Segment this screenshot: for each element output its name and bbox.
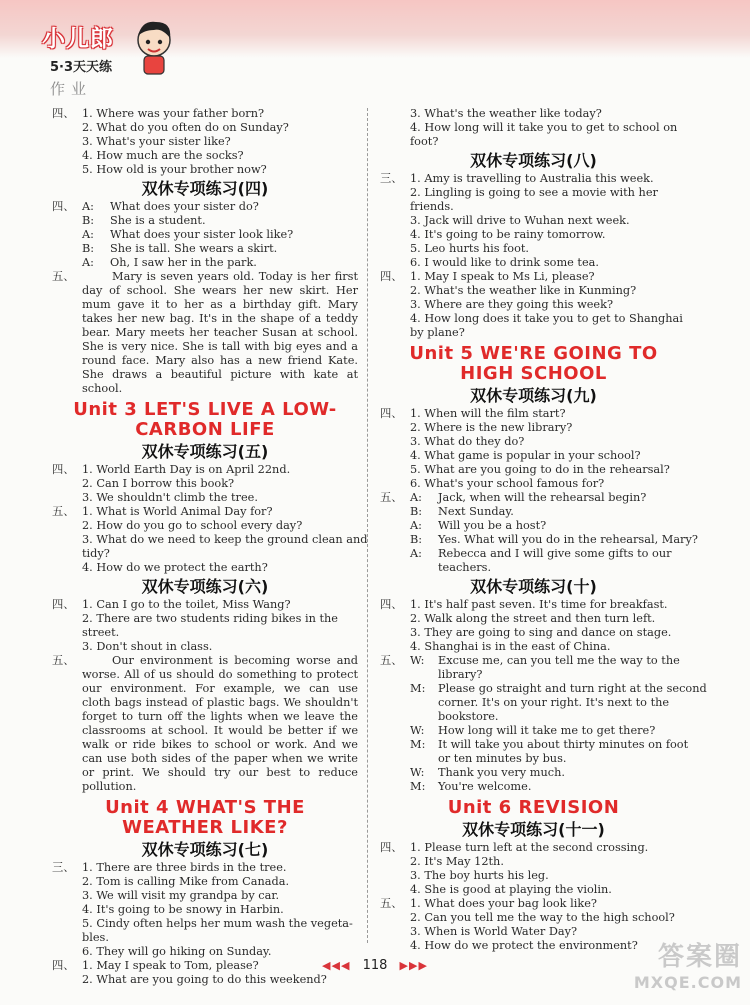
section-number: 三、 [380, 172, 403, 185]
line-text: 2. It's May 12th. [410, 855, 504, 868]
section-number: 四、 [380, 598, 403, 611]
line-text: 3. What's the weather like today? [410, 107, 602, 120]
answer-line [380, 107, 687, 121]
answer-line [380, 477, 687, 491]
line-text: 2. Walk along the street and then turn left. [410, 612, 656, 625]
line-text: 1. Amy is travelling to Australia this week. [410, 172, 654, 185]
line-text: bookstore. [438, 710, 499, 723]
speaker-label: W: [410, 654, 425, 667]
line-text: 6. What's your school famous for? [410, 477, 605, 490]
line-text: 4. How long will it take you to get to school on [410, 121, 678, 134]
line-text: 5. How old is your brother now? [82, 163, 267, 176]
dialogue-line [380, 738, 687, 752]
speaker-label: B: [82, 214, 95, 227]
speaker-label: B: [410, 533, 423, 546]
answer-line [52, 163, 358, 177]
footer-left-arrows: ◀◀◀ [322, 959, 351, 972]
line-text: 4. How do we protect the environment? [410, 939, 638, 952]
dialogue-line [52, 228, 358, 242]
section-number: 五、 [52, 654, 75, 667]
answer-line [52, 135, 358, 149]
answer-line [52, 519, 358, 533]
answer-line [380, 626, 687, 640]
answer-line [52, 931, 358, 945]
answer-line [380, 435, 687, 449]
answer-line [52, 477, 358, 491]
watermark-logo-text: 答案圈 [657, 942, 742, 972]
right-answer-column [380, 107, 707, 953]
watermark-site: MXQE.COM [633, 973, 742, 992]
speaker-label: M: [410, 780, 426, 793]
line-text: 3. Where are they going this week? [410, 298, 614, 311]
section-heading: 双休专项练习(五) [141, 442, 269, 461]
answer-line [380, 869, 687, 883]
speaker-label: A: [410, 491, 422, 504]
line-text: 1. When will the film start? [410, 407, 566, 420]
line-text: 3. Don't shout in class. [82, 640, 213, 653]
dialogue-line [380, 547, 687, 561]
answer-line [52, 626, 358, 640]
answer-line [380, 200, 687, 214]
answer-line [380, 911, 687, 925]
section-number: 四、 [380, 841, 403, 854]
dialogue-line [380, 724, 687, 738]
homework-stamp: 作业 [50, 80, 93, 98]
line-text: 2. How do you go to school every day? [82, 519, 303, 532]
answer-line [380, 256, 687, 270]
answer-line [52, 107, 358, 121]
paragraph-text: Mary is seven years old. Today is her first day of school. She wears her new skirt. Her mum gave it to her as a birthday gift. Mary takes her new bag. It's in the shape of a teddy bear. Mary meets her teacher Susan at school. She is very nice. She is tall with big eyes and a round face. Mary also has a new friend Kate. She draws a beautiful picture with kate at school. [82, 270, 358, 395]
answer-line [380, 640, 687, 654]
speaker-label: A: [410, 547, 422, 560]
line-text: 3. We shouldn't climb the tree. [82, 491, 258, 504]
answer-line [52, 875, 358, 889]
line-text: 6. They will go hiking on Sunday. [82, 945, 272, 958]
line-text: teachers. [438, 561, 492, 574]
line-text: tidy? [82, 547, 110, 560]
answer-line [380, 242, 687, 256]
answer-line [52, 917, 358, 931]
answer-line [380, 598, 687, 612]
line-text: Will you be a host? [438, 519, 547, 532]
line-text: friends. [410, 200, 454, 213]
dialogue-line [380, 766, 687, 780]
line-text: Oh, I saw her in the park. [110, 256, 257, 269]
line-text: How long will it take me to get there? [438, 724, 656, 737]
speaker-label: W: [410, 724, 425, 737]
section-number: 四、 [52, 107, 75, 120]
line-text: Jack, when will the rehearsal begin? [438, 491, 647, 504]
line-text: 1. What does your bag look like? [410, 897, 597, 910]
line-text: 6. I would like to drink some tea. [410, 256, 599, 269]
line-text: 5. Cindy often helps her mum wash the vegeta- [82, 917, 353, 930]
dialogue-line [380, 519, 687, 533]
answer-line [380, 449, 687, 463]
section-number: 四、 [380, 270, 403, 283]
answer-line [380, 883, 687, 897]
line-text: Thank you very much. [438, 766, 565, 779]
line-text: 3. What do they do? [410, 435, 525, 448]
dialogue-line [380, 780, 687, 794]
answer-line [380, 463, 687, 477]
answer-line [52, 121, 358, 135]
line-text: She is tall. She wears a skirt. [110, 242, 278, 255]
answer-line [380, 228, 687, 242]
line-text: 2. Can you tell me the way to the high school? [410, 911, 675, 924]
paragraph-text: Our environment is becoming worse and worse. All of us should do something to protect our environment. For example, we can use cloth bags instead of plastic bags. We shouldn't forget to turn off the lights when we leave the classrooms at school. It would be better if we walk or ride bikes to school or work. And we can use both sides of the paper when we write or print. We should try our best to reduce pollution. [82, 654, 358, 793]
dialogue-line [380, 533, 698, 547]
line-text: foot? [410, 135, 439, 148]
answer-line [380, 135, 687, 149]
section-number: 三、 [52, 861, 75, 874]
answer-line [52, 533, 368, 547]
section-number: 五、 [380, 491, 403, 504]
speaker-label: B: [82, 242, 95, 255]
answer-line [52, 491, 358, 505]
page-number: 118 [362, 958, 388, 973]
dialogue-line [380, 668, 687, 682]
dialogue-line [380, 696, 687, 710]
line-text: 4. How much are the socks? [82, 149, 244, 162]
mascot-boy-icon [132, 18, 176, 76]
answer-line [380, 407, 687, 421]
answer-line [52, 903, 358, 917]
speaker-label: M: [410, 682, 426, 695]
line-text: 3. We will visit my grandpa by car. [82, 889, 280, 902]
dialogue-line [380, 710, 687, 724]
section-heading: 双休专项练习(九) [470, 386, 597, 405]
column-divider [367, 108, 368, 943]
line-text: 4. How do we protect the earth? [82, 561, 268, 574]
dialogue-line [52, 214, 358, 228]
line-text: Next Sunday. [438, 505, 514, 518]
line-text: 2. Where is the new library? [410, 421, 573, 434]
left-answer-column [52, 107, 368, 987]
answer-line [380, 855, 687, 869]
line-text: 1. There are three birds in the tree. [82, 861, 287, 874]
section-number: 五、 [380, 654, 403, 667]
brand-subtitle: 5·3天天练 [50, 60, 113, 75]
line-text: 2. What do you often do on Sunday? [82, 121, 289, 134]
speaker-label: M: [410, 738, 426, 751]
section-number: 四、 [52, 598, 75, 611]
speaker-label: A: [82, 256, 94, 269]
line-text: 1. What is World Animal Day for? [82, 505, 273, 518]
line-text: 1. Please turn left at the second crossing. [410, 841, 649, 854]
dialogue-line [380, 491, 687, 505]
section-number: 四、 [52, 463, 75, 476]
answer-line [380, 298, 687, 312]
line-text: 2. Lingling is going to see a movie with her [410, 186, 658, 199]
section-heading: 双休专项练习(八) [470, 151, 597, 170]
speaker-label: W: [410, 766, 425, 779]
answer-line [52, 149, 358, 163]
dialogue-line [380, 654, 687, 668]
answer-line [52, 945, 358, 959]
unit-title: Unit 6 REVISION [447, 797, 620, 818]
line-text: 3. What do we need to keep the ground clean and [82, 533, 368, 546]
line-text: 3. The boy hurts his leg. [410, 869, 549, 882]
answer-line [380, 214, 687, 228]
line-text: corner. It's on your right. It's next to the [438, 696, 670, 709]
dialogue-line [52, 200, 358, 214]
answer-paragraph [52, 654, 358, 794]
line-text: 1. Can I go to the toilet, Miss Wang? [82, 598, 291, 611]
line-text: or ten minutes by bus. [438, 752, 567, 765]
answer-line [52, 561, 358, 575]
line-text: 1. May I speak to Tom, please? [82, 959, 259, 972]
section-heading: 双休专项练习(六) [141, 577, 269, 596]
speaker-label: B: [410, 505, 423, 518]
unit-title: Unit 5 WE'RE GOING TO HIGH SCHOOL [409, 343, 658, 384]
unit-title: Unit 3 LET'S LIVE A LOW-CARBON LIFE [73, 399, 337, 440]
line-text: What does your sister look like? [110, 228, 294, 241]
line-text: Rebecca and I will give some gifts to our [438, 547, 672, 560]
answer-line [380, 421, 687, 435]
answer-line [380, 284, 687, 298]
dialogue-line [52, 242, 358, 256]
answer-line [52, 973, 358, 987]
line-text: Please go straight and turn right at the second [438, 682, 707, 695]
section-number: 五、 [380, 897, 403, 910]
brand-title: 小儿郎 [42, 26, 114, 52]
section-number: 五、 [52, 505, 75, 518]
answer-line [380, 841, 687, 855]
line-text: 2. What are you going to do this weekend? [82, 973, 327, 986]
answer-line [380, 186, 687, 200]
line-text: 1. It's half past seven. It's time for breakfast. [410, 598, 668, 611]
line-text: 3. Jack will drive to Wuhan next week. [410, 214, 630, 227]
answer-line [52, 889, 358, 903]
line-text: Excuse me, can you tell me the way to the [438, 654, 680, 667]
line-text: 3. What's your sister like? [82, 135, 231, 148]
answer-line [380, 121, 687, 135]
line-text: It will take you about thirty minutes on foot [438, 738, 689, 751]
answer-line [380, 270, 687, 284]
line-text: She is a student. [110, 214, 206, 227]
answer-line [380, 612, 687, 626]
dialogue-line [380, 561, 687, 575]
line-text: 4. What game is popular in your school? [410, 449, 641, 462]
line-text: library? [438, 668, 483, 681]
dialogue-line [380, 682, 707, 696]
line-text: 1. May I speak to Ms Li, please? [410, 270, 595, 283]
line-text: 2. There are two students riding bikes in the [82, 612, 338, 625]
line-text: 1. Where was your father born? [82, 107, 265, 120]
answer-line [380, 326, 687, 340]
line-text: street. [82, 626, 120, 639]
answer-line [52, 598, 358, 612]
speaker-label: A: [82, 228, 94, 241]
section-heading: 双休专项练习(七) [141, 840, 269, 859]
line-text: 3. When is World Water Day? [410, 925, 578, 938]
line-text: bles. [82, 931, 109, 944]
section-heading: 双休专项练习(十) [470, 577, 597, 596]
line-text: 3. They are going to sing and dance on stage. [410, 626, 672, 639]
line-text: 4. How long does it take you to get to Shanghai [410, 312, 683, 325]
line-text: 5. Leo hurts his foot. [410, 242, 530, 255]
line-text: Yes. What will you do in the rehearsal, Mary? [438, 533, 698, 546]
answer-line [380, 897, 687, 911]
answer-line [52, 547, 358, 561]
answer-paragraph [52, 270, 358, 396]
line-text: What does your sister do? [110, 200, 259, 213]
line-text: 2. What's the weather like in Kunming? [410, 284, 637, 297]
answer-line [52, 505, 358, 519]
section-number: 四、 [380, 407, 403, 420]
section-number: 四、 [52, 200, 75, 213]
line-text: 1. World Earth Day is on April 22nd. [82, 463, 291, 476]
line-text: 4. She is good at playing the violin. [410, 883, 612, 896]
dialogue-line [52, 256, 358, 270]
unit-title: Unit 4 WHAT'S THE WEATHER LIKE? [105, 797, 305, 838]
answer-line [52, 861, 358, 875]
line-text: 2. Can I borrow this book? [82, 477, 235, 490]
watermark [612, 936, 742, 996]
answer-line [380, 172, 687, 186]
section-number: 五、 [52, 270, 75, 283]
dialogue-line [380, 505, 687, 519]
speaker-label: A: [82, 200, 94, 213]
answer-line [52, 640, 358, 654]
answer-line [52, 463, 358, 477]
line-text: 4. It's going to be rainy tomorrow. [410, 228, 606, 241]
dialogue-line [380, 752, 687, 766]
section-number: 四、 [52, 959, 75, 972]
line-text: 4. Shanghai is in the east of China. [410, 640, 611, 653]
footer-right-arrows: ▶▶▶ [399, 959, 428, 972]
section-heading: 双休专项练习(十一) [462, 820, 605, 839]
speaker-label: A: [410, 519, 422, 532]
line-text: by plane? [410, 326, 465, 339]
line-text: 4. It's going to be snowy in Harbin. [82, 903, 284, 916]
line-text: You're welcome. [438, 780, 532, 793]
line-text: 5. What are you going to do in the rehearsal? [410, 463, 670, 476]
answer-line [380, 312, 687, 326]
section-heading: 双休专项练习(四) [141, 179, 269, 198]
answer-line [52, 612, 358, 626]
line-text: 2. Tom is calling Mike from Canada. [82, 875, 290, 888]
